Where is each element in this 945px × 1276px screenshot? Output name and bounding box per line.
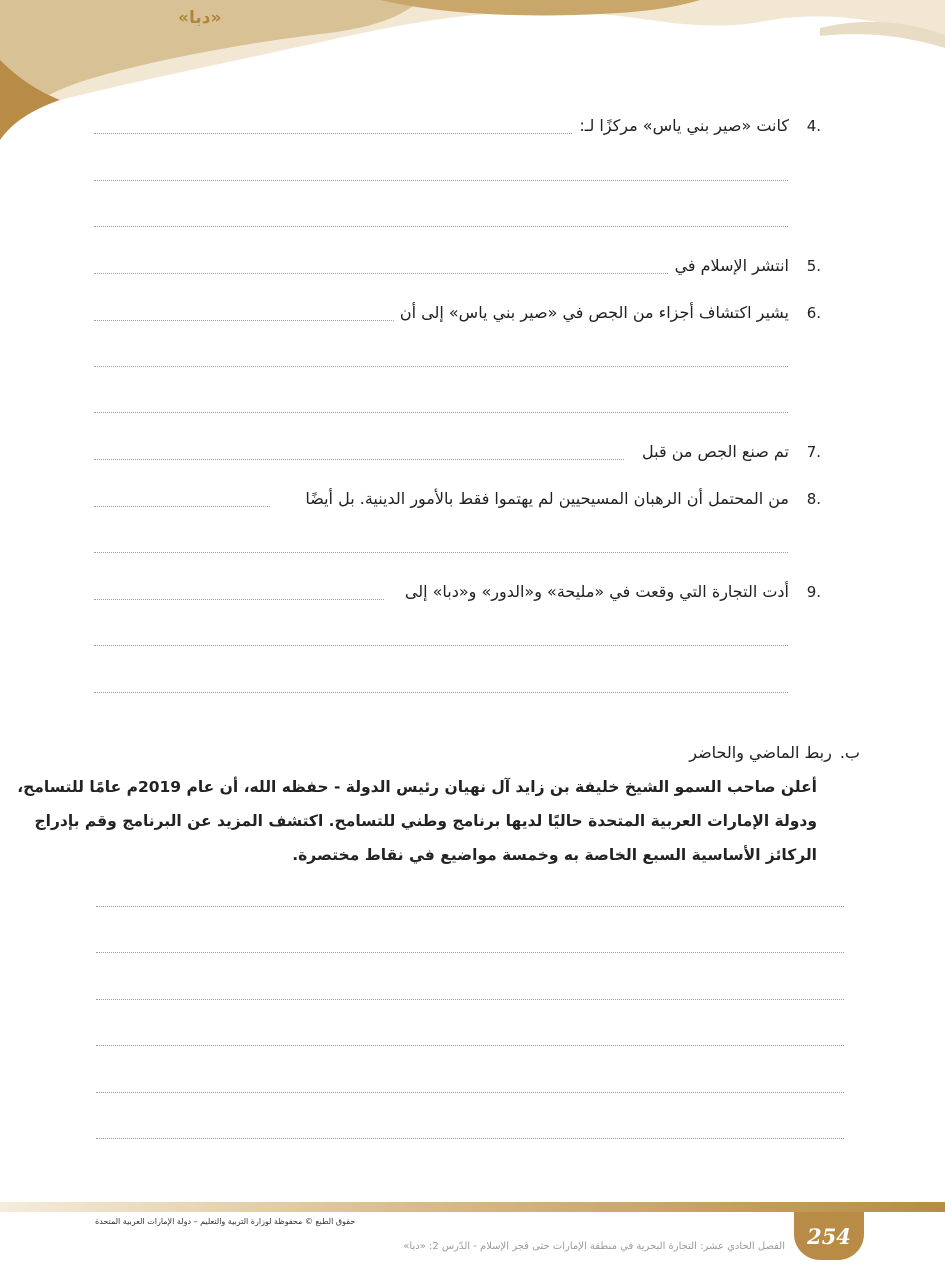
answer-line[interactable]: [94, 645, 788, 646]
answer-line[interactable]: [96, 1092, 844, 1093]
section-letter: ب.: [839, 743, 860, 762]
question-text: أدت التجارة التي وقعت في «مليحة» و«الدور» و«دبا» إلى: [399, 581, 789, 603]
answer-line[interactable]: [96, 999, 844, 1000]
paragraph-line: أعلن صاحب السمو الشيخ خليفة بن زايد آل نهيان رئيس الدولة - حفظه الله، أن عام 2019م عامًا للتسامح،: [17, 778, 817, 796]
answer-line[interactable]: [94, 366, 788, 367]
answer-line[interactable]: [94, 506, 270, 507]
question-number: 9.: [806, 583, 821, 601]
question-text: يشير اكتشاف أجزاء من الجص في «صير بني ياس» إلى أن: [394, 302, 789, 324]
answer-line[interactable]: [94, 552, 788, 553]
section-paragraph: [17, 770, 817, 872]
paragraph-line: الركائز الأساسية السبع الخاصة به وخمسة مواضيع في نقاط مختصرة.: [292, 846, 817, 864]
section-title: ربط الماضي والحاضر: [689, 743, 832, 762]
answer-line[interactable]: [94, 320, 394, 321]
question-text: تم صنع الجص من قبل: [636, 441, 789, 463]
answer-line[interactable]: [96, 1138, 844, 1139]
paragraph-line: ودولة الإمارات العربية المتحدة حاليًا لديها برنامج وطني للتسامح. اكتشف المزيد عن البرنامج وقم بإدراج: [34, 812, 817, 830]
question-text: انتشر الإسلام في: [669, 255, 789, 277]
section-heading: [689, 741, 860, 765]
copyright-notice: حقوق الطبع © محفوظة لوزارة التربية والتعليم – دولة الإمارات العربية المتحدة: [95, 1217, 356, 1226]
question-number: 6.: [806, 304, 821, 322]
answer-line[interactable]: [94, 459, 624, 460]
chapter-tag: «دبا»: [178, 8, 222, 28]
answer-line[interactable]: [94, 599, 384, 600]
answer-line[interactable]: [94, 226, 788, 227]
answer-line[interactable]: [94, 412, 788, 413]
answer-line[interactable]: [94, 133, 578, 134]
question-number: 5.: [806, 257, 821, 275]
chapter-info: الفصل الحادي عشر: التجارة البحرية في منطقة الإمارات حتى فجر الإسلام - الدّرس 2: «دبا»: [403, 1241, 785, 1252]
answer-line[interactable]: [94, 180, 788, 181]
question-text: من المحتمل أن الرهبان المسيحيين لم يهتموا فقط بالأمور الدينية. بل أيضًا: [299, 488, 789, 510]
question-number: 8.: [806, 490, 821, 508]
answer-line[interactable]: [96, 906, 844, 907]
answer-line[interactable]: [94, 273, 670, 274]
footer-bar: [0, 1202, 945, 1212]
page-number: 254: [794, 1212, 864, 1260]
question-number: 7.: [806, 443, 821, 461]
question-number: 4.: [806, 117, 821, 135]
answer-line[interactable]: [94, 692, 788, 693]
question-text: كانت «صير بني ياس» مركزًا لـ:: [573, 115, 789, 137]
answer-line[interactable]: [96, 952, 844, 953]
answer-line[interactable]: [96, 1045, 844, 1046]
